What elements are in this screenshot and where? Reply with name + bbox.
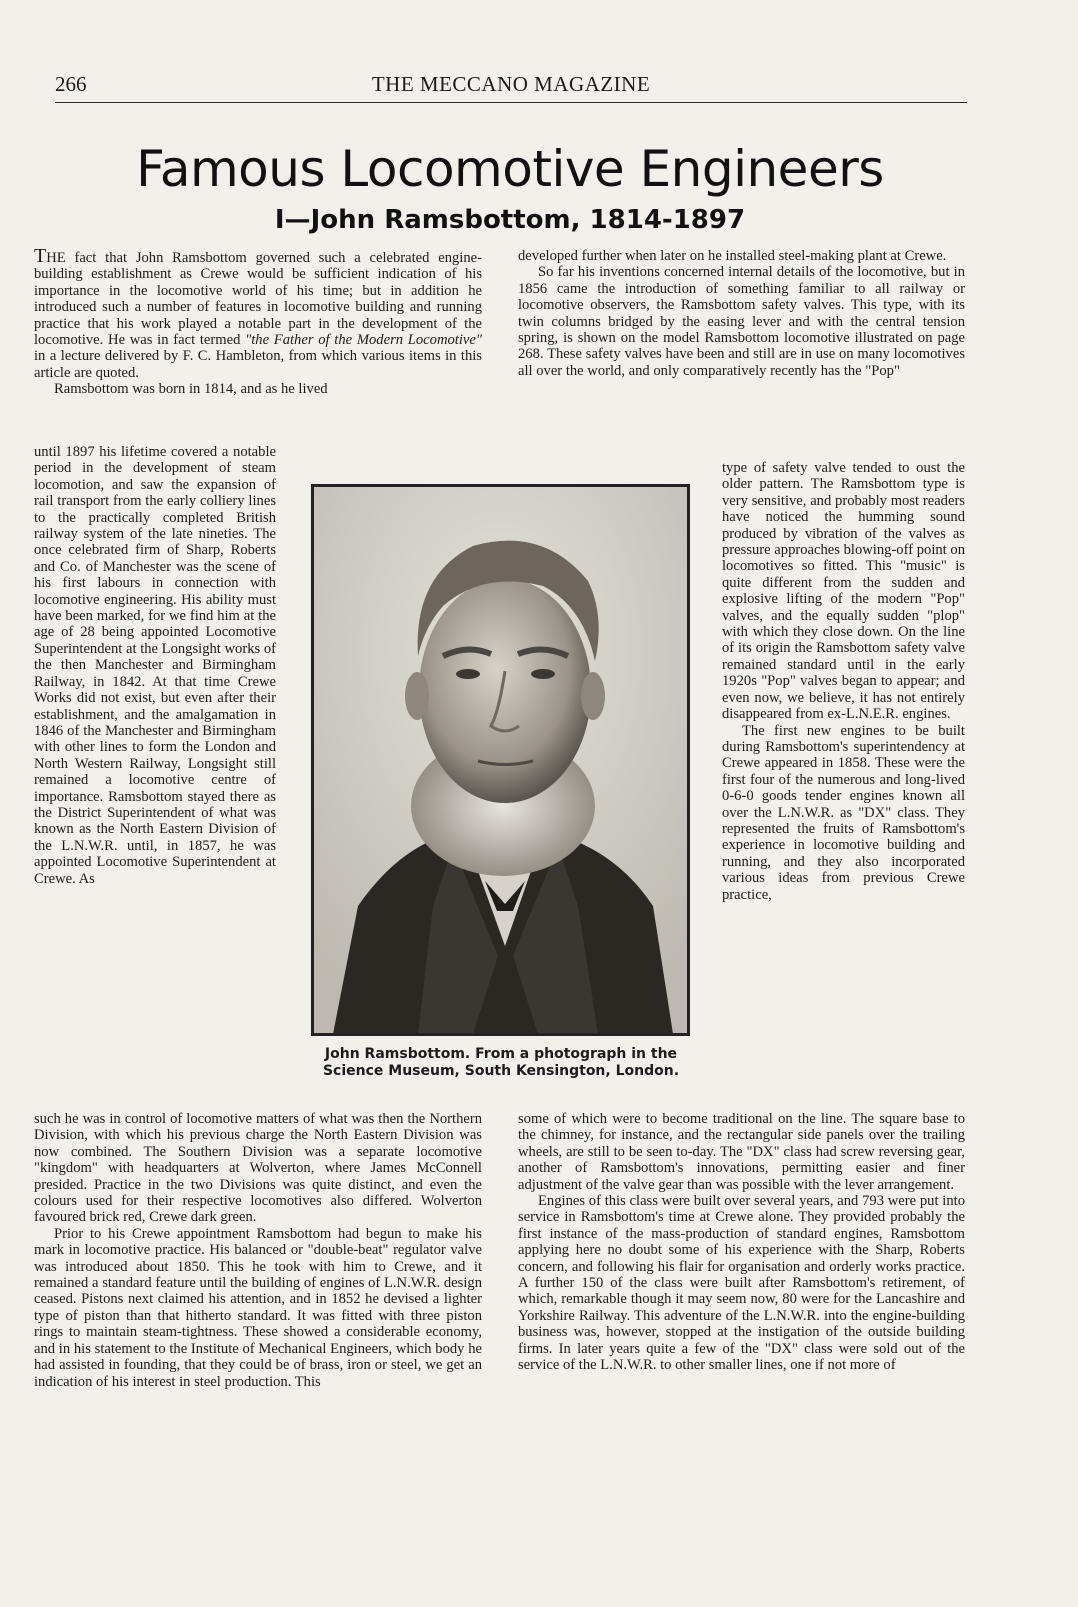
portrait-photo	[311, 484, 690, 1036]
page-number: 266	[55, 72, 87, 96]
drop-cap: T	[34, 245, 47, 267]
paragraph: The first new engines to be built during Ramsbottom's superintendency at Crewe appeared in 1858. These were the first four of the numerous and long-lived 0-6-0 goods tender engines known all over the L.N.W.R. as "DX" class. They represented the fruits of Ramsbottom's experience in locomotive building and running, and they also incorporated various ideas from previous Crewe practice,	[722, 722, 965, 903]
paragraph-text: in a lecture delivered by F. C. Hambleton, from which various items in this article are quoted.	[34, 348, 482, 381]
article-subtitle: I—John Ramsbottom, 1814-1897	[274, 205, 746, 235]
paragraph: Prior to his Crewe appointment Ramsbottom had begun to make his mark in locomotive practice. His balanced or "double-beat" regulator valve was introduced about 1850. This he took with him to Crewe, and it remained a standard feature until the building of engines of L.N.W.R. design ceased. Pistons next claimed his attention, and in 1852 he devised a lighter type of piston than that hitherto standard. It was fitted with three piston rings to maintain steam-tightness. These showed a considerable economy, and in his statement to the Institute of Mechanical Engineers, which body he had assisted in founding, that they could be of brass, iron or steel, we get an indication of his interest in steel production. This	[34, 1225, 482, 1390]
paragraph: Engines of this class were built over several years, and 793 were put into service in Ramsbottom's time at Crewe alone. They provided probably the first instance of the mass-production of standard engines, Ramsbottom applying here no doubt some of his experience with the Sharp, Roberts concern, and following his flair for organisation and orderly works practice. A further 150 of the class were built after Ramsbottom's retirement, of which, remarkable though it may seem now, 80 were for the Lancashire and Yorkshire Railway. This adventure of the L.N.W.R. into the engine-building business was, however, stopped at the instigation of the outside building firms. In later years quite a few of the "DX" class were sold out of the service of the L.N.W.R. to other smaller lines, one if not more of	[518, 1193, 965, 1374]
paragraph: such he was in control of locomotive matters of what was then the Northern Division, with which his previous charge the North Eastern Division was now combined. The Southern Division was a separate locomotive "kingdom" with headquarters at Wolverton, where James McConnell presided. Practice in the two Divisions was quite distinct, and even the colours used for their respective locomotives also differed. Wolverton favoured brick red, Crewe dark green.	[34, 1111, 482, 1226]
paragraph: developed further when later on he installed steel-making plant at Crewe.	[518, 248, 947, 264]
col2-narrow	[722, 460, 965, 903]
paragraph	[34, 245, 482, 381]
col1-narrow	[34, 444, 276, 887]
page-header	[55, 68, 967, 103]
paragraph: some of which were to become traditional on the line. The square base to the chimney, for instance, and the rectangular side panels over the trailing wheels, are still to be seen to-day. The "DX" class had screw reversing gear, another of Ramsbottom's innovations, permitting easier and finer adjustment of the valve gear than was possible with the lever arrangement.	[518, 1111, 965, 1193]
col1-top	[34, 245, 482, 398]
paragraph-text: HE fact that John Ramsbottom governed such a celebrated engine-building establishment as Crewe would be sufficient indication of his importance in the locomotive world of his time; but in addition he introduced such a number of features in locomotive building and running practice that his work played a notable part in the development of the locomotive. He was in fact termed	[34, 250, 482, 349]
col2-bottom	[518, 1111, 965, 1374]
photo-caption: John Ramsbottom. From a photograph in the Science Museum, South Kensington, London.	[322, 1046, 680, 1079]
paragraph: Ramsbottom was born in 1814, and as he lived	[54, 381, 328, 398]
portrait-illustration	[313, 486, 688, 1034]
article-title: Famous Locomotive Engineers	[136, 140, 884, 198]
quote-italic: "the Father of the Modern Locomotive"	[245, 332, 482, 349]
paragraph: until 1897 his lifetime covered a notable period in the development of steam locomotion, and saw the expansion of rail transport from the early colliery lines to the practically completed British railway system of the late nineties. The once celebrated firm of Sharp, Roberts and Co. of Manchester was the scene of his first labours in connection with locomotive engineering. His ability must have been marked, for we find him at the age of 28 being appointed Locomotive Superintendent at the Longsight works of the then Manchester and Birmingham Railway, in 1842. At that time Crewe Works did not exist, but even after their establishment, and the amalgamation in 1846 of the Manchester and Birmingham with other lines to form the London and North Western Railway, Longsight still remained a locomotive centre of importance. Ramsbottom stayed there as the District Superintendent of what was known as the North Eastern Division of the L.N.W.R. until, in 1857, he was appointed Locomotive Superintendent at Crewe. As	[34, 444, 276, 887]
paragraph: So far his inventions concerned internal details of the locomotive, but in 1856 came the introduction of something familiar to all railway or locomotive observers, the Ramsbottom safety valves. This type, with its twin columns bridged by the easing lever and with the central tension spring, is shown on the model Ramsbottom locomotive illustrated on page 268. These safety valves have been and still are in use on many locomotives all over the world, and only comparatively recently has the "Pop"	[518, 264, 965, 379]
col2-top	[518, 248, 965, 379]
magazine-title: THE MECCANO MAGAZINE	[371, 72, 651, 96]
col1-bottom	[34, 1111, 482, 1390]
paragraph: type of safety valve tended to oust the older pattern. The Ramsbottom type is very sensitive, and probably most readers have noticed the humming sound produced by vibration of the valves as pressure approaches blowing-off point on locomotives so fitted. This "music" is quite different from the sudden and explosive lifting of the modern "Pop" valves, and the equally sudden "plop" with which they close down. On the line of its origin the Ramsbottom safety valve remained standard until in the early 1920s "Pop" valves began to appear; and even now, we believe, it has not entirely disappeared from ex-L.N.E.R. engines.	[722, 460, 965, 723]
